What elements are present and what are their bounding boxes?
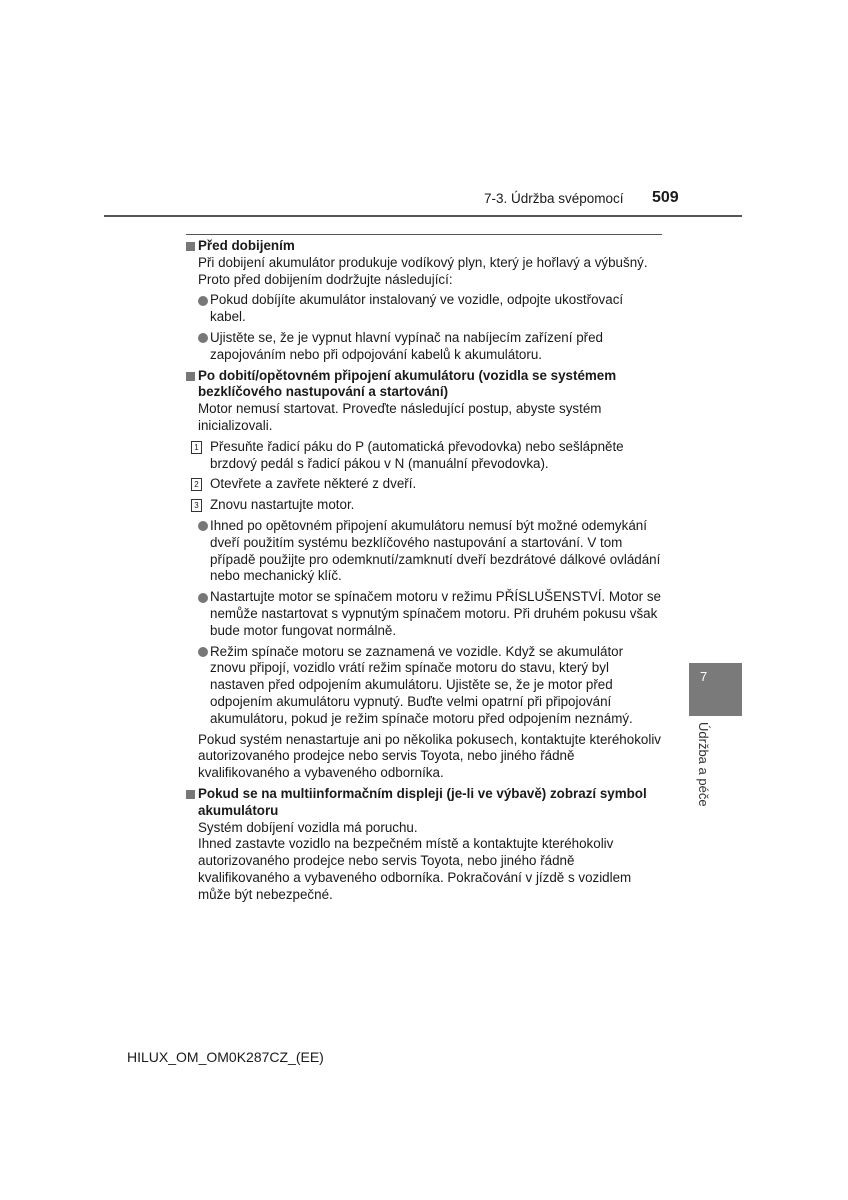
paragraph: Systém dobíjení vozidla má poruchu. — [198, 819, 418, 835]
list-item: Pokud dobíjíte akumulátor instalovaný ve vozidle, odpojte ukostřovací kabel. — [186, 292, 662, 326]
square-bullet-icon — [186, 242, 195, 251]
chapter-tab — [689, 663, 742, 716]
section-heading: Pokud se na multiinformačním displeji (je-li ve výbavě) zobrazí symbol akumulátoru — [186, 786, 662, 820]
paragraph: Pokud systém nenastartuje ani po několika pokusech, kontaktujte kteréhokoliv autorizovaného prodejce nebo servis Toyota, nebo jiného řádně kvalifikovaného a vybaveného odborníka. — [198, 731, 661, 781]
numbered-step: 2 Otevřete a zavřete některé z dveří. — [186, 476, 662, 493]
step-number-box: 3 — [191, 499, 202, 512]
list-item: Ihned po opětovném připojení akumulátoru nemusí být možné odemykání dveří použitím systému bezklíčového nastupování a startování. V tom případě použijte pro odemknutí/zamknutí dveří bezdrátové dálkové ovládání nebo mechanický klíč. — [186, 518, 662, 585]
circle-bullet-icon — [198, 593, 208, 603]
step-number-box: 2 — [191, 478, 202, 491]
numbered-step: 1 Přesuňte řadicí páku do P (automatická převodovka) nebo sešlápněte brzdový pedál s řadicí pákou v N (manuální převodovka). — [186, 439, 662, 473]
step-number-box: 1 — [191, 441, 202, 454]
paragraph: Při dobijení akumulátor produkuje vodíkový plyn, který je hořlavý a výbušný. Proto před dobijením dodržujte následující: — [198, 254, 648, 287]
chapter-number: 7 — [700, 669, 708, 684]
list-item: Režim spínače motoru se zaznamená ve vozidle. Když se akumulátor znovu připojí, vozidlo vrátí režim spínače motoru do stavu, který byl nastaven před odpojením akumulátoru. Ujistěte se, že je motor před odpojením akumulátoru vypnutý. Buďte velmi opatrní při připojování akumulátoru, pokud je režim spínače motoru před odpojením neznámý. — [186, 644, 662, 728]
section-rule — [186, 234, 662, 235]
paragraph: Motor nemusí startovat. Proveďte následující postup, abyste systém inicializovali. — [198, 401, 602, 433]
section-heading: Po dobití/opětovném připojení akumulátoru (vozidla se systémem bezklíčového nastupování a startování) — [186, 368, 662, 402]
page-number: 509 — [652, 189, 679, 206]
square-bullet-icon — [186, 790, 195, 799]
numbered-step: 3 Znovu nastartujte motor. — [186, 497, 662, 514]
circle-bullet-icon — [198, 521, 208, 531]
section-heading: Před dobijením — [186, 238, 662, 255]
list-item: Ujistěte se, že je vypnut hlavní vypínač na nabíjecím zařízení před zapojováním nebo při odpojování kabelů k akumulátoru. — [186, 330, 662, 364]
page-content — [186, 234, 662, 903]
paragraph: Ihned zastavte vozidlo na bezpečném místě a kontaktujte kteréhokoliv autorizovaného prodejce nebo servis Toyota, nebo jiného řádně kvalifikovaného a vybaveného odborníka. Pokračování v jízdě s vozidlem může být nebezpečné. — [198, 836, 632, 902]
chapter-label: Údržba a péče — [696, 722, 711, 807]
list-item: Nastartujte motor se spínačem motoru v režimu PŘÍSLUŠENSTVÍ. Motor se nemůže nastartovat s vypnutým spínačem motoru. Při druhém pokusu však bude motor fungovat normálně. — [186, 589, 662, 639]
header-rule — [104, 215, 742, 217]
circle-bullet-icon — [198, 333, 208, 343]
document-code: HILUX_OM_OM0K287CZ_(EE) — [127, 1049, 324, 1065]
square-bullet-icon — [186, 372, 195, 381]
circle-bullet-icon — [198, 647, 208, 657]
circle-bullet-icon — [198, 296, 208, 306]
running-header-section: 7-3. Údržba svépomocí — [484, 191, 624, 206]
